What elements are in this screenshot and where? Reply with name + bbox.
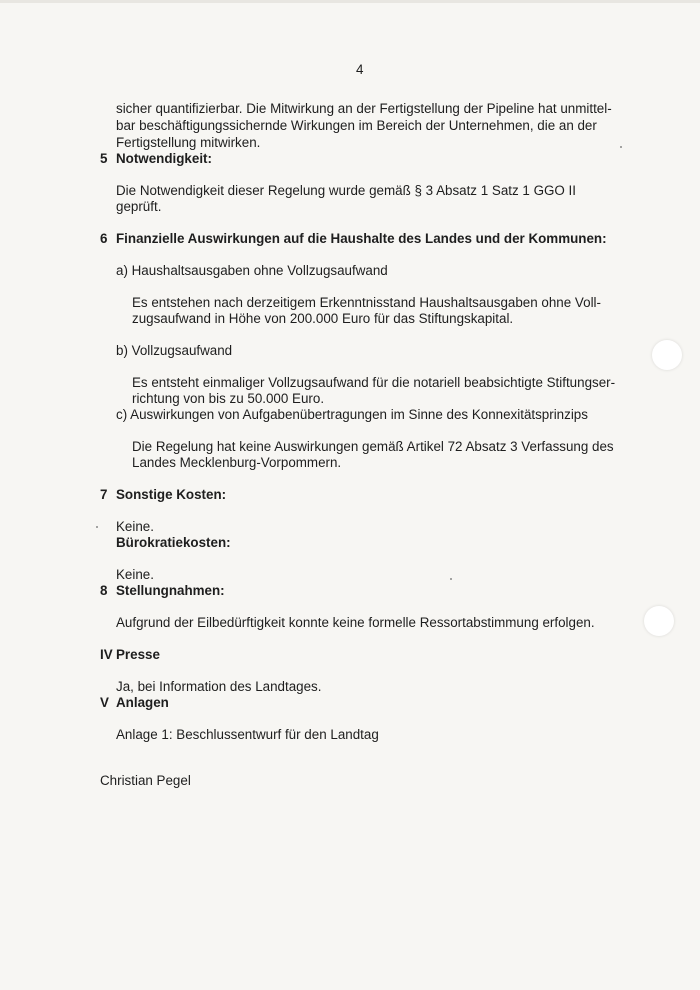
section-5-title: Notwendigkeit: [116,151,212,166]
section-v-number: V [100,695,109,710]
scan-speck [620,146,622,148]
section-5-line-1: Die Notwendigkeit dieser Regelung wurde gemäß § 3 Absatz 1 Satz 1 GGO II [116,183,576,198]
bureaucracy-costs-title: Bürokratiekosten: [116,535,231,550]
section-8-text: Aufgrund der Eilbedürftigkeit konnte keine formelle Ressortabstimmung erfolgen. [116,615,595,630]
section-6-title: Finanzielle Auswirkungen auf die Haushalte des Landes und der Kommunen: [116,231,607,246]
signature-name: Christian Pegel [100,773,191,788]
section-6c-line-2: Landes Mecklenburg-Vorpommern. [132,455,342,470]
section-6c-line-1: Die Regelung hat keine Auswirkungen gemäß Artikel 72 Absatz 3 Verfassung des [132,439,614,454]
section-8-title: Stellungnahmen: [116,583,225,598]
section-7-title: Sonstige Kosten: [116,487,227,502]
section-v-text: Anlage 1: Beschlussentwurf für den Landtag [116,727,379,742]
section-iv-text: Ja, bei Information des Landtages. [116,679,322,694]
section-6a-line-2: zugsaufwand in Höhe von 200.000 Euro für das Stiftungskapital. [132,311,514,326]
section-5-line-2: geprüft. [116,199,162,214]
section-6b-line-1: Es entsteht einmaliger Vollzugsaufwand für die notariell beabsichtigte Stiftungser- [132,375,616,390]
section-6b-title: b) Vollzugsaufwand [116,343,233,358]
punch-hole-mark-lower [644,606,674,636]
section-6a-line-1: Es entstehen nach derzeitigem Erkenntnisstand Haushaltsausgaben ohne Voll- [132,295,601,310]
section-iv-number: IV [100,647,113,662]
scan-speck [96,526,98,528]
punch-hole-mark-upper [652,340,682,370]
page-top-edge [0,0,700,3]
section-v-title: Anlagen [116,695,169,710]
bureaucracy-costs-text: Keine. [116,567,154,582]
page-number: 4 [356,62,364,77]
section-6b-line-2: richtung von bis zu 50.000 Euro. [132,391,325,406]
section-6a-title: a) Haushaltsausgaben ohne Vollzugsaufwand [116,263,388,278]
section-6-number: 6 [100,231,108,246]
scan-speck [450,578,452,580]
section-8-number: 8 [100,583,108,598]
intro-line-2: bar beschäftigungssichernde Wirkungen im Bereich der Unternehmen, die an der [116,118,597,133]
section-5-number: 5 [100,151,108,166]
intro-line-3: Fertigstellung mitwirken. [116,135,261,150]
section-iv-title: Presse [116,647,160,662]
section-7-number: 7 [100,487,108,502]
section-7-text: Keine. [116,519,154,534]
intro-line-1: sicher quantifizierbar. Die Mitwirkung an der Fertigstellung der Pipeline hat unmittel- [116,101,612,116]
section-6c-title: c) Auswirkungen von Aufgabenübertragungen im Sinne des Konnexitätsprinzips [116,407,588,422]
